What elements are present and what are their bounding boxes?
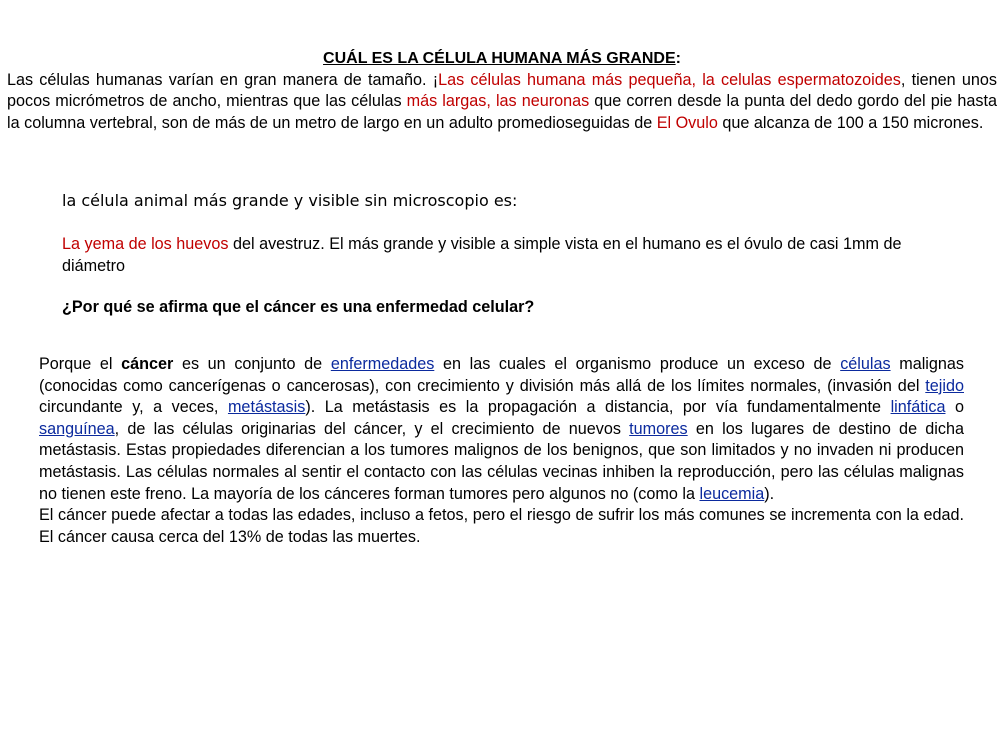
- page-title: [7, 48, 997, 70]
- p3-text-b: es un conjunto de: [173, 355, 331, 373]
- cell-size-section: [7, 48, 997, 134]
- p1-text-d: que alcanza de 100 a 150 micrones.: [717, 113, 984, 132]
- leucemia-link[interactable]: leucemia: [699, 484, 765, 503]
- p3-text-a: Porque el: [39, 355, 122, 373]
- smallest-cells-highlight: Las células humana más pequeña, la celulas espermatozoides: [438, 70, 901, 89]
- p3-text-d: malignas (conocidas como cancerígenas o cancerosas), con crecimiento y división más allá de los límites normales, (invasión del: [39, 355, 965, 395]
- p3-text-j: ).: [764, 484, 775, 503]
- p3-text-i: en los lugares de destino de dicha metástasis. Estas propiedades diferencian a los tumores malignos de los benignos, que son limitados y no invaden ni producen metástasis. Las células normales al sentir el contacto con las células vecinas inhiben la reproducción, pero las células malignas no tienen este freno. La mayoría de los cánceres forman tumores pero algunos no (como la: [39, 419, 964, 503]
- p3-text-g: o: [945, 398, 964, 417]
- cancer-question-heading: ¿Por qué se afirma que el cáncer es una enfermedad celular?: [62, 298, 535, 316]
- tejido-link[interactable]: tejido: [925, 376, 964, 395]
- celulas-link[interactable]: células: [840, 355, 891, 373]
- p3-text-h: , de las células originarias del cáncer, y el crecimiento de nuevos: [114, 419, 630, 438]
- ovule-highlight: El Ovulo: [656, 113, 718, 132]
- metastasis-link[interactable]: metástasis: [227, 398, 306, 417]
- cancer-statistics-paragraph: El cáncer puede afectar a todas las edades, incluso a fetos, pero el riesgo de sufrir los más comunes se incrementa con la edad. El cáncer causa cerca del 13% de todas las muertes.: [39, 506, 964, 546]
- cancer-paragraph: [39, 354, 964, 505]
- tumores-link[interactable]: tumores: [629, 419, 688, 438]
- egg-yolk-highlight: La yema de los huevos: [62, 235, 229, 253]
- linfatica-link[interactable]: linfática: [890, 398, 946, 417]
- p3-text-f: ). La metástasis es la propagación a distancia, por vía fundamentalmente: [305, 398, 891, 417]
- title-colon: :: [675, 50, 681, 67]
- p1-text-b: , tienen unos pocos micrómetros de ancho, mientras que las células: [7, 70, 997, 110]
- p1-text-c: que corren desde la punta del dedo gordo del pie hasta la columna vertebral, son de más de un metro de largo en un adulto promedioseguidas de: [7, 92, 997, 132]
- p3-text-c: en las cuales el organismo produce un exceso de: [434, 355, 841, 373]
- p2-text: del avestruz. El más grande y visible a simple vista en el humano es el óvulo de casi 1mm de diámetro: [62, 235, 902, 275]
- longest-cells-highlight: más largas, las neuronas: [406, 92, 590, 110]
- enfermedades-link[interactable]: enfermedades: [330, 355, 435, 373]
- cancer-bold-term: cáncer: [121, 355, 174, 373]
- sanguinea-link[interactable]: sanguínea: [39, 419, 115, 438]
- largest-animal-cell-heading: la célula animal más grande y visible sin microscopio es:: [62, 191, 518, 210]
- title-main: CUÁL ES LA CÉLULA HUMANA MÁS GRANDE: [323, 50, 676, 67]
- p3-text-e: circundante y, a veces,: [39, 398, 228, 417]
- cell-size-paragraph: [7, 70, 997, 135]
- cancer-section: [39, 354, 964, 548]
- p1-text-a: Las células humanas varían en gran manera de tamaño. ¡: [7, 70, 439, 89]
- ostrich-egg-paragraph: [62, 234, 942, 277]
